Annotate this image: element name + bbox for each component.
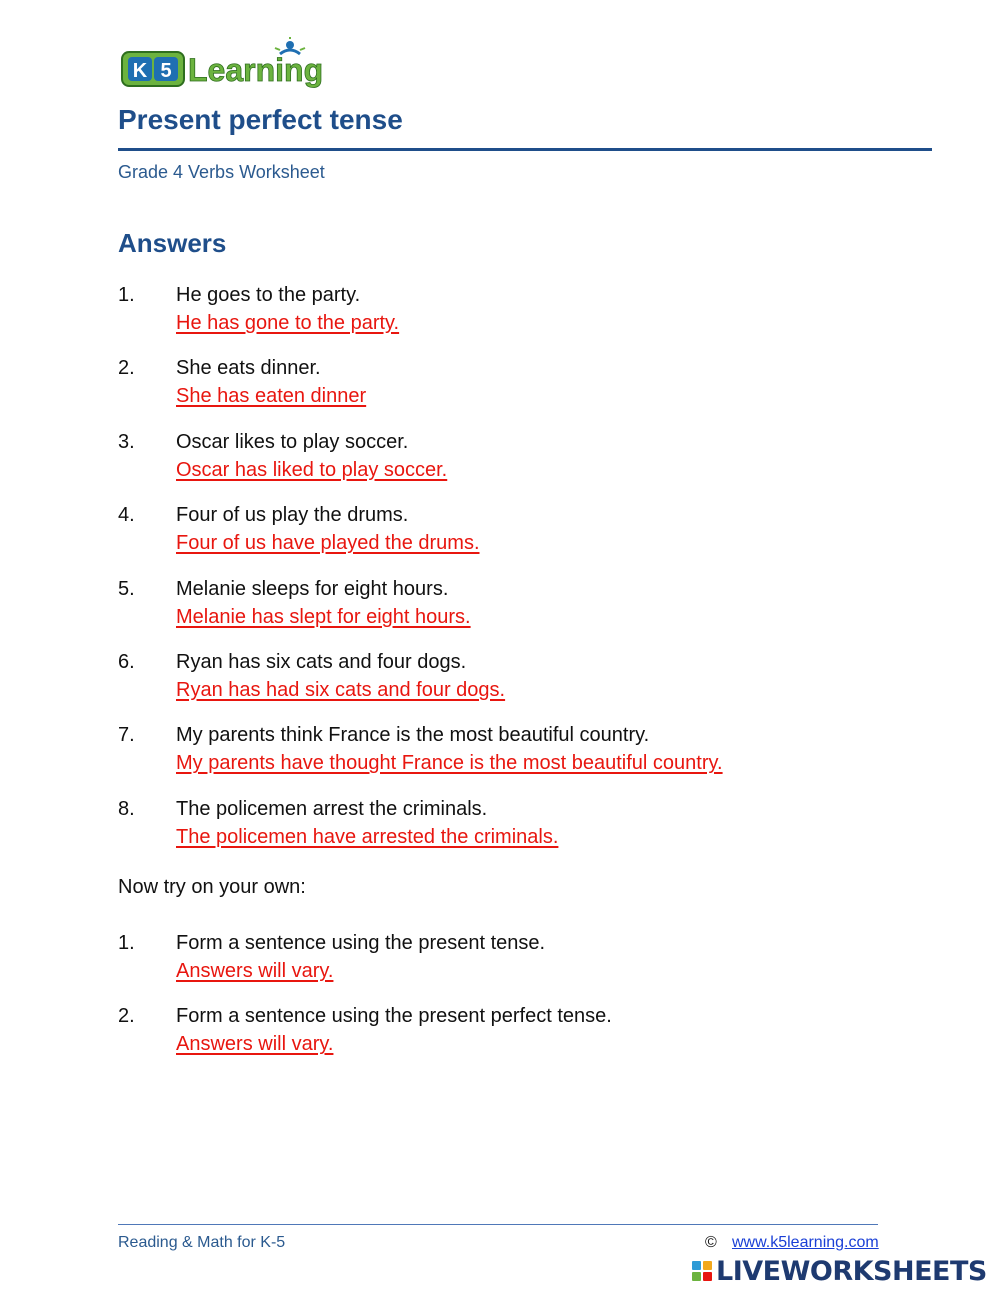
question-item	[118, 649, 938, 722]
question-item	[118, 355, 938, 428]
try-number: 2.	[118, 1005, 135, 1028]
question-item	[118, 722, 938, 795]
answer-text: Melanie has slept for eight hours.	[176, 605, 471, 628]
liveworksheets-text: LIVEWORKSHEETS	[716, 1255, 987, 1287]
question-text: My parents think France is the most beautiful country.	[176, 724, 650, 747]
footer-divider	[118, 1224, 878, 1225]
question-item	[118, 282, 938, 355]
question-number: 7.	[118, 724, 135, 747]
question-text: Melanie sleeps for eight hours.	[176, 577, 449, 600]
liveworksheets-badge[interactable]	[692, 1255, 987, 1287]
try-item	[118, 1003, 938, 1076]
svg-text:K: K	[132, 60, 148, 82]
footer-tagline: Reading & Math for K-5	[118, 1234, 286, 1251]
answer-text: My parents have thought France is the most beautiful country.	[176, 752, 723, 775]
question-number: 8.	[118, 797, 135, 820]
answer-text: The policemen have arrested the criminals.	[176, 825, 559, 848]
answer-text: Oscar has liked to play soccer.	[176, 458, 448, 481]
question-text: Four of us play the drums.	[176, 504, 409, 527]
lw-block-i	[703, 1261, 712, 1270]
question-item	[118, 502, 938, 575]
question-number: 3.	[118, 430, 135, 453]
worksheet-subtitle: Grade 4 Verbs Worksheet	[118, 162, 325, 182]
answer-text: He has gone to the party.	[176, 312, 400, 334]
lw-block-e	[703, 1272, 712, 1281]
svg-text:5: 5	[160, 60, 172, 82]
k5-learning-logo-graphic	[120, 36, 335, 92]
try-on-your-own-label: Now try on your own:	[118, 876, 306, 898]
question-text: Ryan has six cats and four dogs.	[176, 650, 467, 673]
try-text: Form a sentence using the present perfect tense.	[176, 1005, 612, 1028]
question-number: 4.	[118, 504, 135, 527]
worksheet-title: Present perfect tense	[118, 104, 403, 135]
question-text: The policemen arrest the criminals.	[176, 797, 488, 820]
question-text: She eats dinner.	[176, 357, 321, 380]
k5learning-link[interactable]: www.k5learning.com	[732, 1234, 879, 1251]
question-number: 5.	[118, 577, 135, 600]
answer-text: She has eaten dinner	[176, 385, 367, 408]
svg-text:Learning: Learning	[188, 52, 324, 88]
answer-text: Four of us have played the drums.	[176, 532, 480, 555]
lw-block-l	[692, 1261, 701, 1270]
k5-learning-logo	[120, 36, 335, 92]
title-divider	[118, 148, 932, 151]
try-list	[118, 930, 938, 1077]
question-number: 6.	[118, 650, 135, 673]
try-number: 1.	[118, 932, 135, 954]
try-answer: Answers will vary.	[176, 1033, 334, 1056]
answer-text: Ryan has had six cats and four dogs.	[176, 678, 506, 701]
question-number: 2.	[118, 357, 135, 380]
question-text: He goes to the party.	[176, 284, 361, 306]
try-answer: Answers will vary.	[176, 960, 334, 982]
question-number: 1.	[118, 284, 135, 306]
liveworksheets-blocks-icon	[692, 1261, 712, 1281]
answers-heading: Answers	[118, 228, 227, 258]
copyright-symbol: ©	[705, 1234, 717, 1251]
question-item	[118, 429, 938, 502]
try-item	[118, 930, 938, 1003]
try-text: Form a sentence using the present tense.	[176, 932, 546, 954]
question-item	[118, 576, 938, 649]
question-item	[118, 796, 938, 869]
question-text: Oscar likes to play soccer.	[176, 430, 409, 453]
answers-list	[118, 282, 938, 869]
lw-block-v	[692, 1272, 701, 1281]
